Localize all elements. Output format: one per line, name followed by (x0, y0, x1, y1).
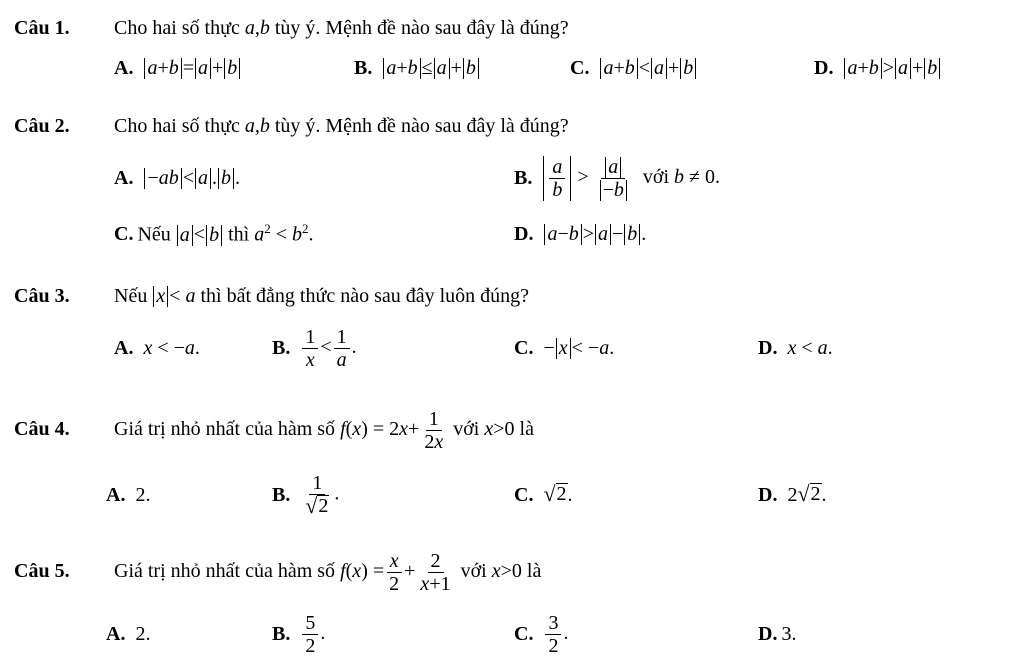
question-5 (14, 540, 1014, 666)
math-expression: Nếu a < b thì $a^2 < b^2$. (137, 221, 314, 246)
option-c[interactable]: C. $\frac{3}{2}$ . (514, 611, 569, 657)
math-expression: √ 2 . (543, 481, 573, 506)
math-expression: $\frac{5}{2}$ . (300, 612, 325, 657)
option-b[interactable]: B. a+b ≤ a + b (354, 44, 480, 92)
option-d[interactable]: D. 3. (758, 622, 797, 645)
option-c[interactable]: C. Nếu a < b thì $a^2 < b^2$. (114, 221, 314, 246)
math-expression: a+b = a + b (143, 57, 241, 80)
option-a[interactable]: A. 2. (106, 483, 151, 506)
math-expression: 2. (135, 622, 151, 645)
question-stem: Giá trị nhỏ nhất của hàm số f(x) = $\frac{x}{2}$ + $\frac{2}{x+1}$ với x>0 là (114, 549, 542, 595)
option-a[interactable]: A. −ab < a . b . (114, 166, 241, 189)
option-d[interactable]: D. x < a. (758, 336, 833, 359)
question-stem: Giá trị nhỏ nhất của hàm số f(x) = 2x+ $\frac{1}{2x}$ với x>0 là (114, 407, 534, 453)
option-a[interactable]: A. x < −a. (114, 336, 200, 359)
option-b[interactable]: B. $\frac{5}{2}$ . (272, 611, 326, 657)
question-number: Câu 3. (14, 285, 70, 307)
option-a[interactable]: A. a+b = a + b (114, 44, 241, 92)
question-number: Câu 1. (14, 17, 70, 39)
option-c[interactable]: C. a+b < a + b (570, 44, 697, 92)
math-expression: 1 √ 2 . (305, 472, 340, 518)
math-expression: $\frac{1}{x}$ < $\frac{1}{a}$ . (300, 326, 356, 371)
option-d[interactable]: D. a−b > a − b . (514, 222, 647, 245)
math-expression: a+b < a + b (599, 57, 697, 80)
option-c[interactable]: C. − x < −a. (514, 336, 615, 359)
question-2 (14, 110, 1014, 258)
math-expression: a+b ≤ a + b (382, 57, 480, 80)
option-b[interactable]: B. $\frac{1}{x}$ < $\frac{1}{a}$ . (272, 325, 357, 371)
option-c[interactable]: C. √ 2 . (514, 481, 573, 506)
option-a[interactable]: A. 2. (106, 622, 151, 645)
math-expression: x < −a. (143, 336, 200, 359)
math-expression: $\frac{a}{b}$ > $\frac{a}{-b}$ với b ≠ 0. (542, 156, 720, 201)
math-expression: − x < −a. (543, 336, 615, 359)
math-expression: −ab < a . b . (143, 167, 240, 190)
math-expression: a+b > a + b (843, 57, 941, 80)
question-1 (14, 12, 1014, 92)
math-expression: 2 √ 2 . (787, 481, 827, 506)
question-4 (14, 398, 1014, 530)
question-3 (14, 280, 1014, 380)
question-stem: Cho hai số thực a,b tùy ý. Mệnh đề nào sau đây là đúng? (114, 115, 569, 137)
question-number: Câu 5. (14, 560, 70, 582)
math-expression: x < a. (787, 336, 833, 359)
question-stem: Nếu x < a thì bất đẳng thức nào sau đây luôn đúng? (114, 285, 530, 307)
option-d[interactable]: D. 2 √ 2 . (758, 481, 827, 506)
option-b[interactable]: B. 1 √ 2 . (272, 472, 340, 518)
math-expression: 3. (781, 622, 797, 645)
option-d[interactable]: D. a+b > a + b (814, 44, 941, 92)
question-stem: Cho hai số thực a,b tùy ý. Mệnh đề nào sau đây là đúng? (114, 17, 569, 39)
math-expression: $\frac{3}{2}$ . (543, 612, 568, 657)
math-expression: a−b > a − b . (543, 223, 646, 246)
question-number: Câu 4. (14, 418, 70, 440)
math-expression: 2. (135, 483, 151, 506)
question-number: Câu 2. (14, 115, 70, 137)
option-b[interactable]: B. $\frac{a}{b}$ > $\frac{a}{-b}$ với b ≠ 0. (514, 155, 721, 201)
